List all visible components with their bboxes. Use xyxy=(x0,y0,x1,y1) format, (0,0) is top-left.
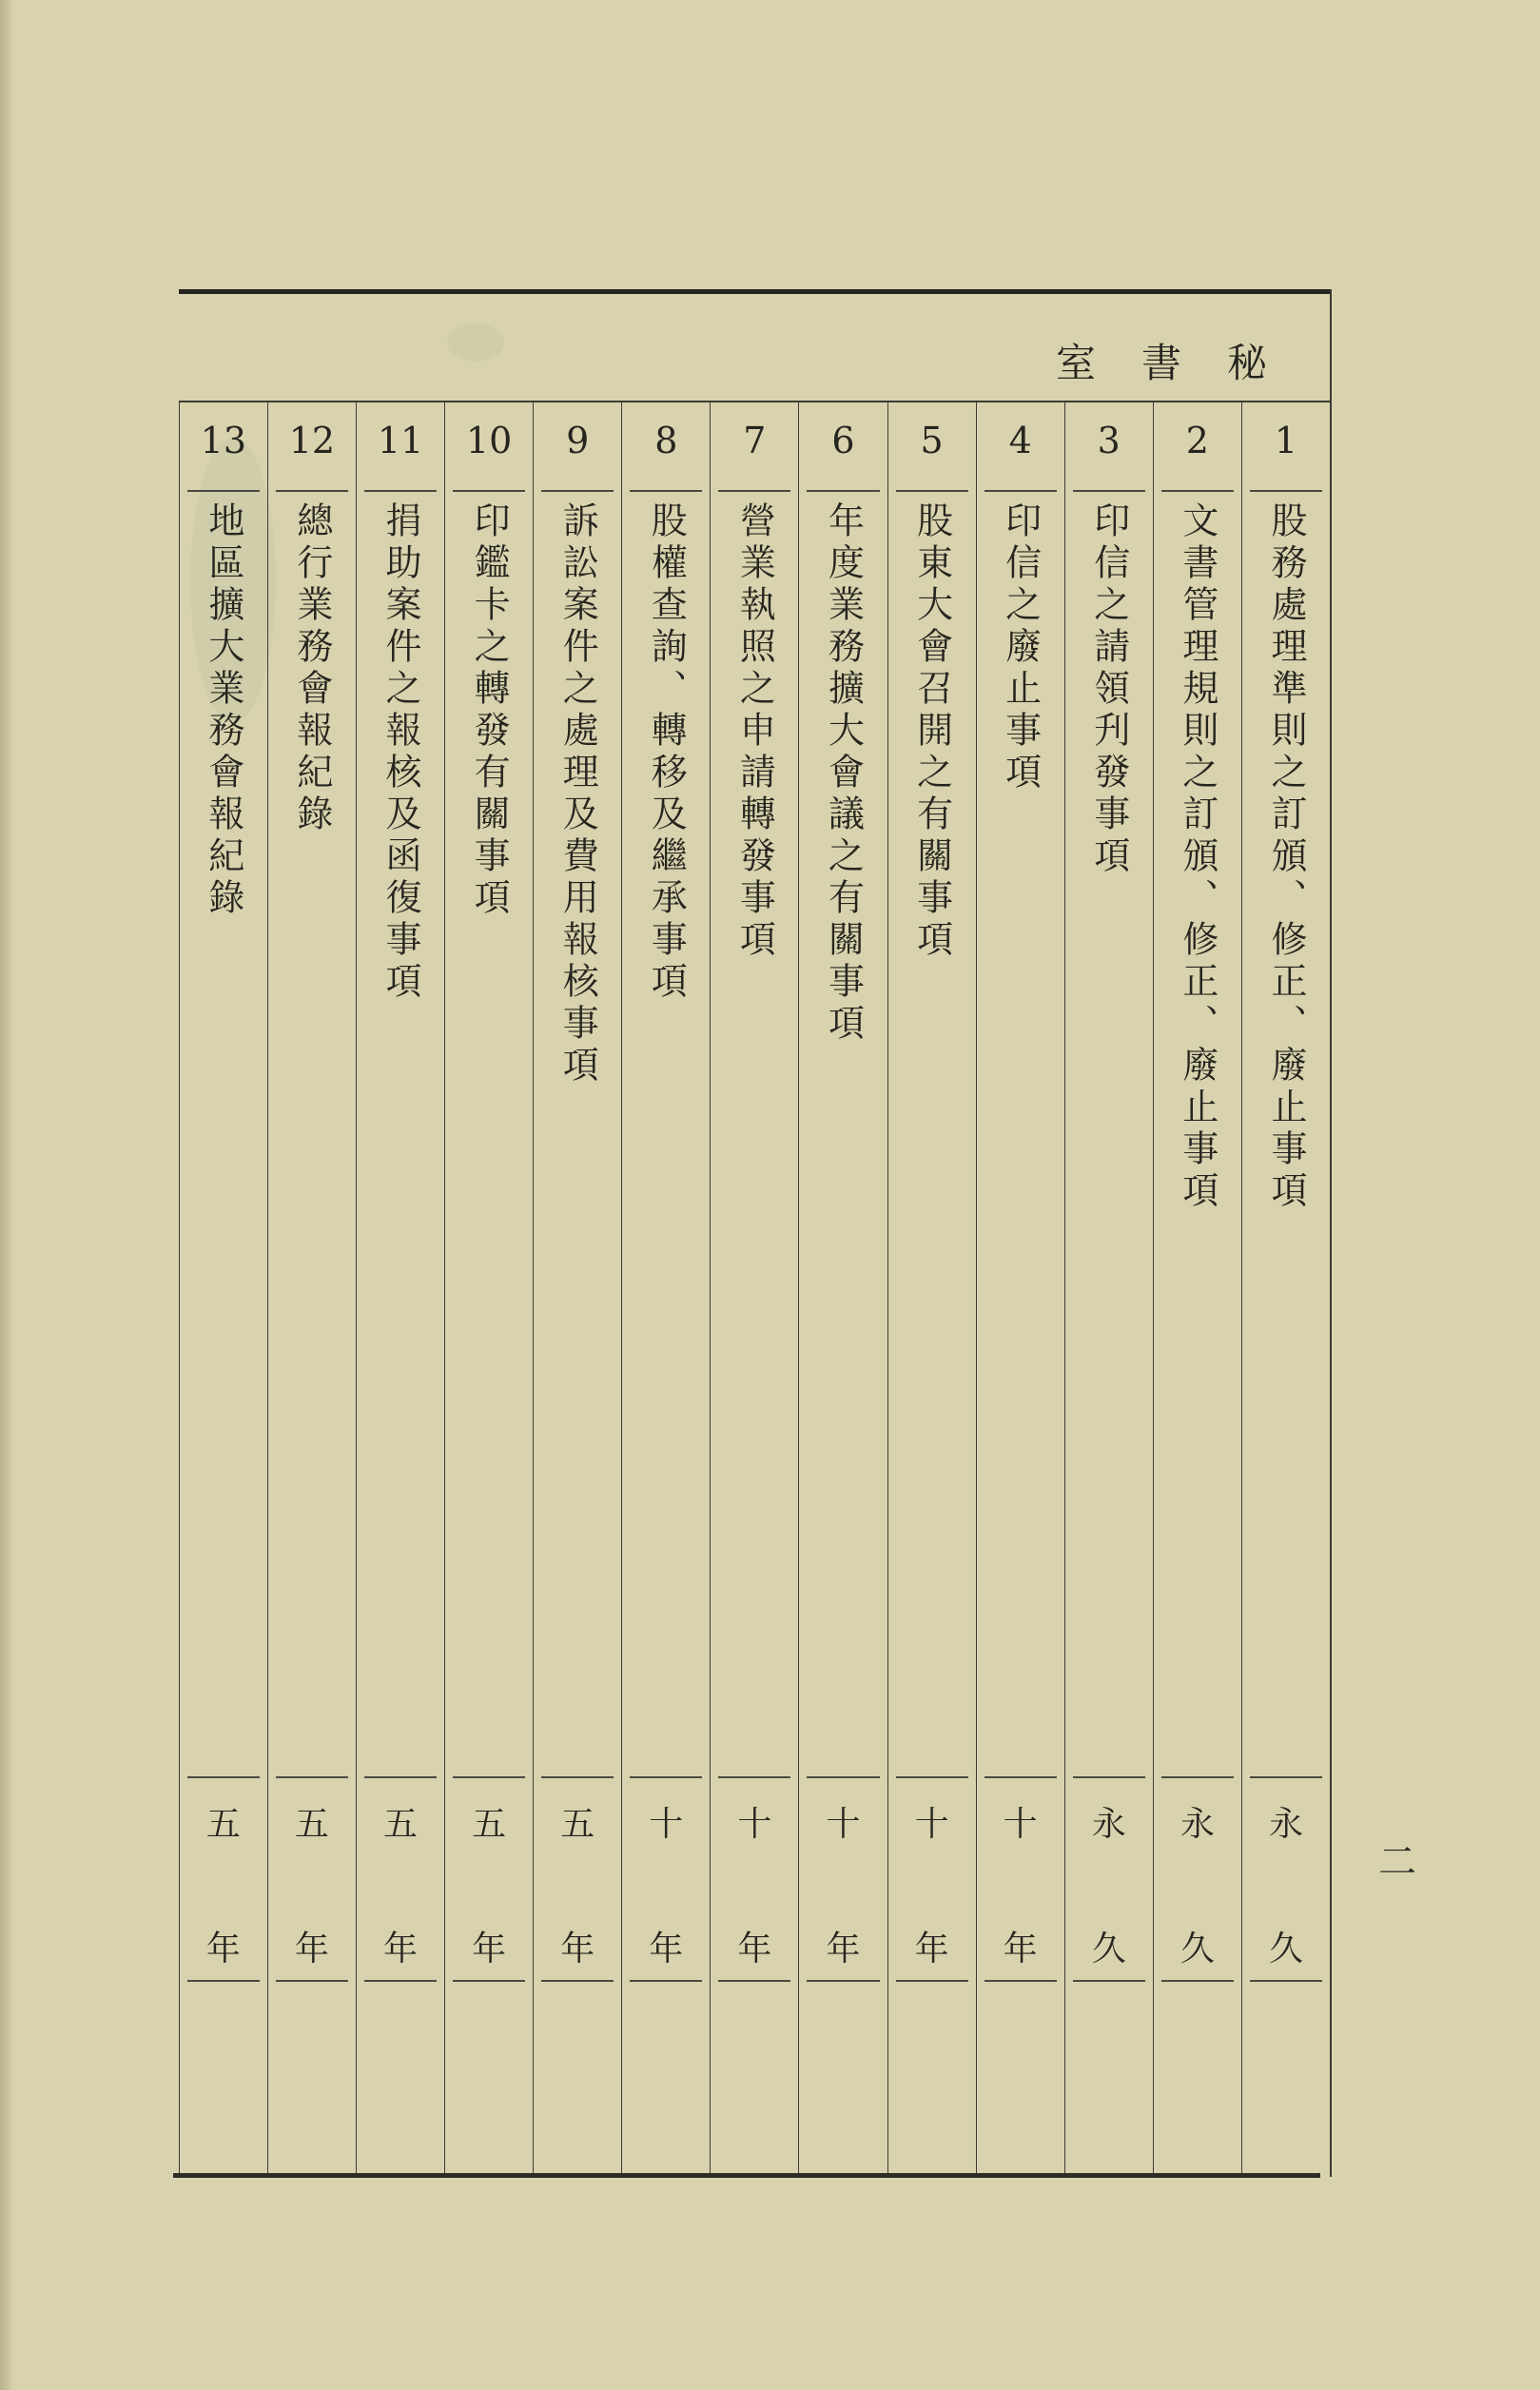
item-description: 總行業務會報紀錄 xyxy=(290,501,333,836)
retention-rule-bottom xyxy=(453,1980,525,1982)
retention-period: 十 年 xyxy=(826,1805,861,1969)
retention-period: 五 年 xyxy=(205,1805,241,1969)
table-header xyxy=(179,294,1330,401)
retention-rule-top xyxy=(718,1776,790,1778)
retention-rule-top xyxy=(896,1776,968,1778)
table-column xyxy=(267,402,356,2173)
table-column xyxy=(710,402,798,2173)
retention-rule-top xyxy=(807,1776,879,1778)
table-column xyxy=(798,402,887,2173)
item-number: 12 xyxy=(288,420,336,461)
table-column xyxy=(179,402,267,2173)
retention-period: 永 久 xyxy=(1179,1805,1215,1969)
retention-rule-top xyxy=(276,1776,348,1778)
number-rule xyxy=(1073,490,1145,492)
item-description: 營業執照之申請轉發事項 xyxy=(733,501,776,962)
retention-rule-top xyxy=(453,1776,525,1778)
table-column xyxy=(444,402,533,2173)
number-rule xyxy=(1161,490,1234,492)
item-description: 股務處理準則之訂頒、修正、廢止事項 xyxy=(1264,501,1307,1213)
retention-period: 五 年 xyxy=(472,1805,507,1969)
table-column xyxy=(356,402,444,2173)
retention-rule-top xyxy=(187,1776,260,1778)
item-description: 地區擴大業務會報紀錄 xyxy=(202,501,244,920)
retention-period: 五 年 xyxy=(560,1805,595,1969)
item-number: 8 xyxy=(654,420,678,461)
number-rule xyxy=(1250,490,1322,492)
retention-rule-bottom xyxy=(718,1980,790,1982)
table-column xyxy=(1153,402,1241,2173)
retention-rule-top xyxy=(1250,1776,1322,1778)
table-bottom-rule xyxy=(173,2173,1320,2178)
retention-rule-bottom xyxy=(1073,1980,1145,1982)
retention-period: 永 久 xyxy=(1268,1805,1303,1969)
number-rule xyxy=(453,490,525,492)
retention-rule-bottom xyxy=(1250,1980,1322,1982)
item-description: 股東大會召開之有關事項 xyxy=(910,501,953,962)
number-rule xyxy=(541,490,614,492)
binding-shadow xyxy=(0,0,13,2390)
retention-rule-bottom xyxy=(984,1980,1057,1982)
retention-period: 永 久 xyxy=(1091,1805,1126,1969)
item-description: 捐助案件之報核及函復事項 xyxy=(380,501,422,1004)
number-rule xyxy=(896,490,968,492)
item-description: 文書管理規則之訂頒、修正、廢止事項 xyxy=(1176,501,1218,1213)
retention-rule-bottom xyxy=(541,1980,614,1982)
item-number: 13 xyxy=(200,420,246,461)
item-number: 7 xyxy=(743,420,767,461)
table-column xyxy=(533,402,621,2173)
retention-rule-top xyxy=(364,1776,437,1778)
retention-rule-bottom xyxy=(187,1980,260,1982)
retention-rule-top xyxy=(1161,1776,1234,1778)
item-description: 印信之廢止事項 xyxy=(999,501,1042,794)
item-number: 1 xyxy=(1274,420,1298,461)
retention-rule-bottom xyxy=(1161,1980,1234,1982)
retention-schedule-table xyxy=(179,289,1332,2179)
table-right-edge xyxy=(1330,289,1332,2177)
item-number: 4 xyxy=(1008,420,1032,461)
number-rule xyxy=(276,490,348,492)
retention-period: 十 年 xyxy=(737,1805,772,1969)
page-number: 二 xyxy=(1378,1840,1416,1884)
retention-rule-top xyxy=(984,1776,1057,1778)
retention-rule-bottom xyxy=(807,1980,879,1982)
number-rule xyxy=(187,490,260,492)
retention-rule-top xyxy=(541,1776,614,1778)
item-number: 11 xyxy=(377,420,424,461)
item-number: 6 xyxy=(831,420,855,461)
item-description: 印鑑卡之轉發有關事項 xyxy=(468,501,511,920)
item-number: 3 xyxy=(1097,420,1121,461)
item-number: 5 xyxy=(920,420,944,461)
table-column xyxy=(887,402,976,2173)
retention-rule-top xyxy=(630,1776,702,1778)
item-description: 年度業務擴大會議之有關事項 xyxy=(822,501,865,1046)
retention-rule-top xyxy=(1073,1776,1145,1778)
retention-period: 五 年 xyxy=(383,1805,419,1969)
item-description: 印信之請領刋發事項 xyxy=(1087,501,1130,878)
retention-period: 十 年 xyxy=(1003,1805,1038,1969)
number-rule xyxy=(807,490,879,492)
item-description: 股權查詢、轉移及繼承事項 xyxy=(645,501,688,1004)
number-rule xyxy=(718,490,790,492)
retention-rule-bottom xyxy=(276,1980,348,1982)
item-number: 9 xyxy=(566,420,590,461)
number-rule xyxy=(984,490,1057,492)
table-column xyxy=(976,402,1064,2173)
table-column xyxy=(1064,402,1153,2173)
retention-period: 十 年 xyxy=(914,1805,949,1969)
item-number: 2 xyxy=(1185,420,1209,461)
item-number: 10 xyxy=(465,420,513,461)
retention-rule-bottom xyxy=(896,1980,968,1982)
retention-period: 十 年 xyxy=(649,1805,684,1969)
table-column xyxy=(1241,402,1330,2173)
department-title: 秘書室 xyxy=(1055,340,1313,386)
retention-rule-bottom xyxy=(364,1980,437,1982)
number-rule xyxy=(630,490,702,492)
retention-rule-bottom xyxy=(630,1980,702,1982)
table-columns xyxy=(179,402,1330,2173)
table-column xyxy=(621,402,710,2173)
retention-period: 五 年 xyxy=(294,1805,329,1969)
item-description: 訴訟案件之處理及費用報核事項 xyxy=(556,501,599,1087)
number-rule xyxy=(364,490,437,492)
